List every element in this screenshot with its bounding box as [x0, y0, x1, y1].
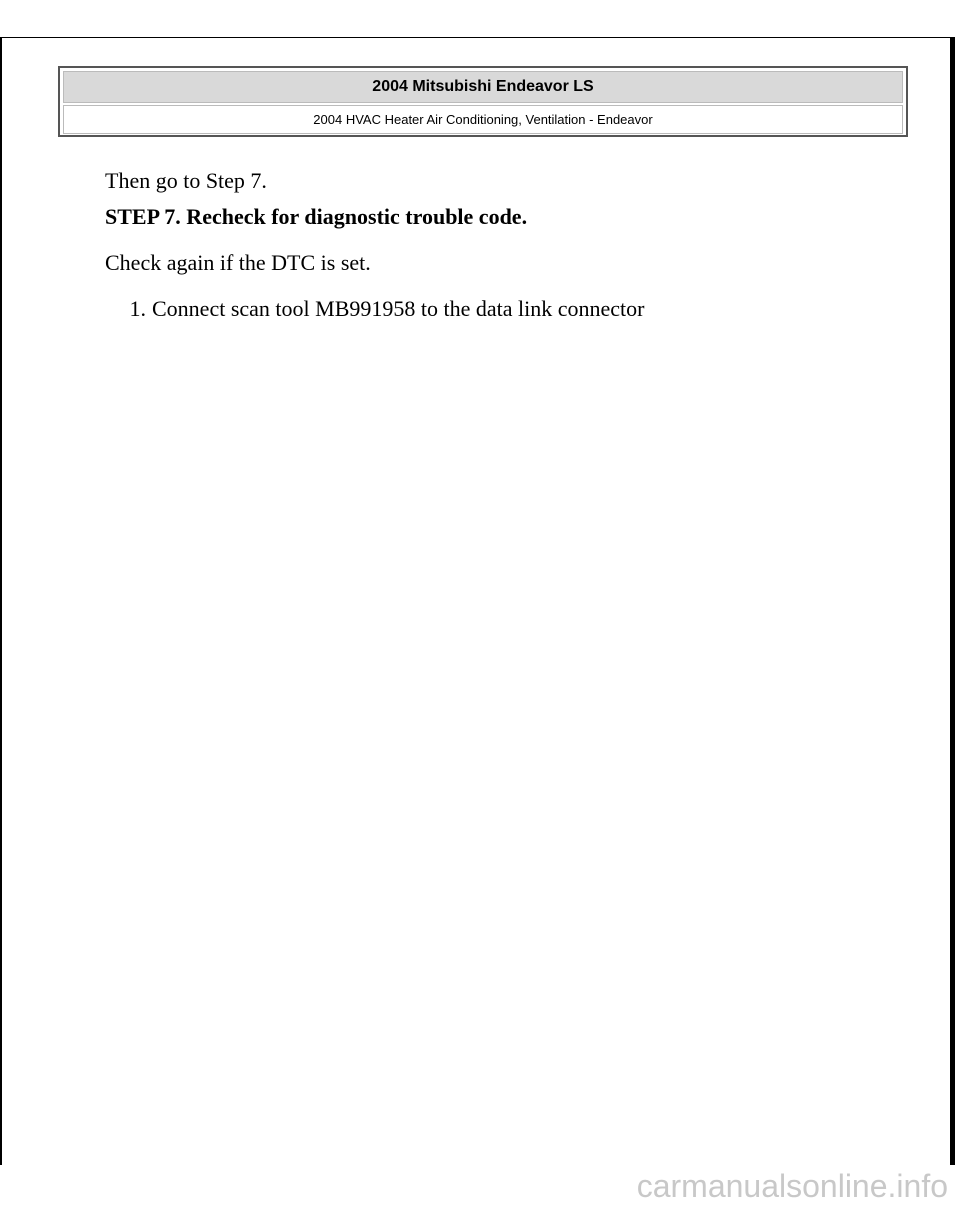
- document-body: [105, 167, 905, 323]
- list-item-number: 1.: [129, 296, 146, 321]
- intro-text: Then go to Step 7.: [105, 168, 267, 193]
- step-heading: STEP 7. Recheck for diagnostic trouble code.: [105, 204, 528, 229]
- header-subtitle: 2004 HVAC Heater Air Conditioning, Ventilation - Endeavor: [63, 105, 903, 134]
- list-item-text: Connect scan tool MB991958 to the data link connector: [152, 296, 645, 321]
- list-item: [105, 295, 905, 323]
- check-text: Check again if the DTC is set.: [105, 250, 371, 275]
- watermark: carmanualsonline.info: [636, 1168, 948, 1204]
- document-header: [58, 66, 908, 137]
- header-title: 2004 Mitsubishi Endeavor LS: [63, 71, 903, 103]
- step-list: [105, 295, 905, 323]
